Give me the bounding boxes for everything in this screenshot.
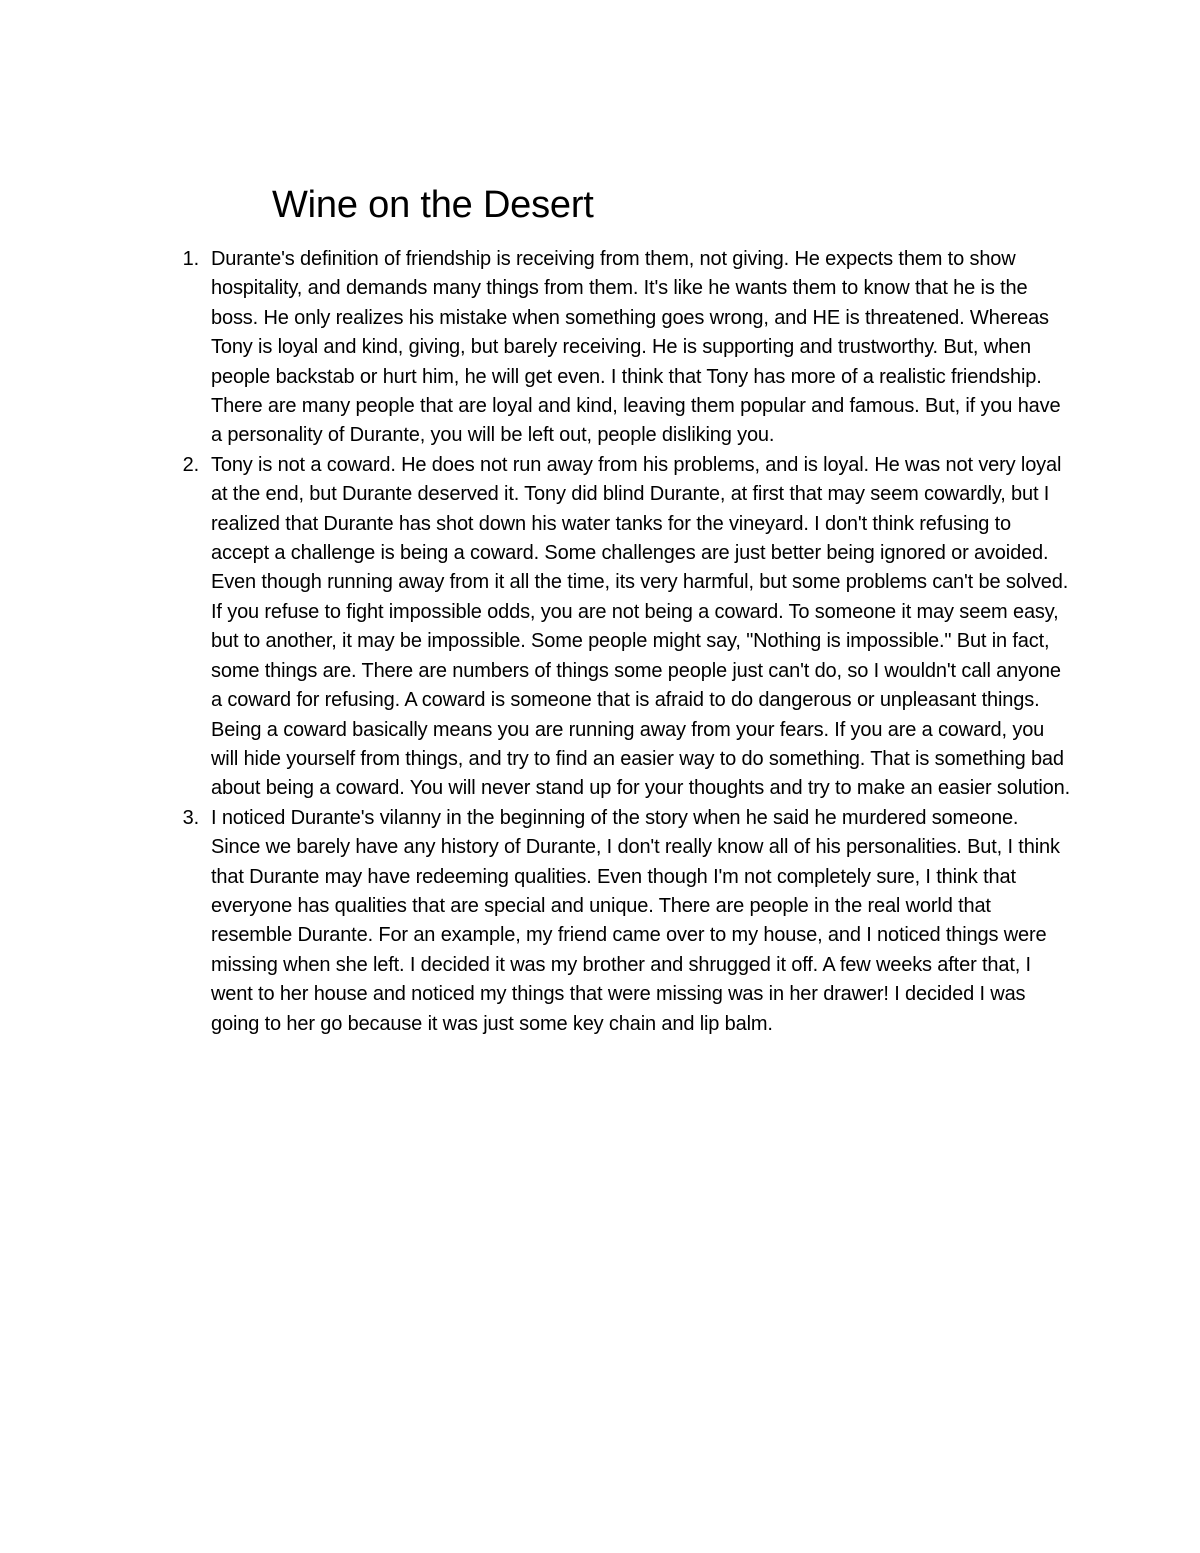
- answer-item-1: [182, 245, 1071, 451]
- answer-text: Durante's definition of friendship is receiving from them, not giving. He expects them to show hospitality, and demands many things from them. It's like he wants them to know that he is the boss. He only realizes his mistake when something goes wrong, and HE is threatened. Whereas Tony is loyal and kind, giving, but barely receiving. He is supporting and trustworthy. But, when people backstab or hurt him, he will get even. I think that Tony has more of a realistic friendship. There are many people that are loyal and kind, leaving them popular and famous. But, if you have a personality of Durante, you will be left out, people disliking you.: [211, 248, 1061, 447]
- document-title: Wine on the Desert: [272, 184, 594, 226]
- answer-list: [182, 245, 1071, 1039]
- answer-item-3: [182, 804, 1071, 1039]
- answer-number: 1.: [182, 248, 199, 270]
- answer-number: 3.: [182, 806, 199, 829]
- answer-item-2: [182, 451, 1071, 804]
- answer-number: 2.: [182, 453, 199, 476]
- answer-text: Tony is not a coward. He does not run away from his problems, and is loyal. He was not very loyal at the end, but Durante deserved it. Tony did blind Durante, at first that may seem cowardly, but I realized that Durante has shot down his water tanks for the vineyard. I don't think refusing to accept a challenge is being a coward. Some challenges are just better being ignored or avoided. Even though running away from it all the time, its very harmful, but some problems can't be solved. If you refuse to fight impossible odds, you are not being a coward. To someone it may seem easy, but to another, it may be impossible. Some people might say, "Nothing is impossible." But in fact, some things are. There are numbers of things some people just can't do, so I wouldn't call anyone a coward for refusing. A coward is someone that is afraid to do dangerous or unpleasant things. Being a coward basically means you are running away from your fears. If you are a coward, you will hide yourself from things, and try to find an easier way to do something. That is something bad about being a coward. You will never stand up for your thoughts and try to make an easier solution.: [211, 453, 1071, 800]
- answer-text: I noticed Durante's vilanny in the beginning of the story when he said he murdered someone. Since we barely have any history of Durante, I don't really know all of his personalities. But, I think that Durante may have redeeming qualities. Even though I'm not completely sure, I think that everyone has qualities that are special and unique. There are people in the real world that resemble Durante. For an example, my friend came over to my house, and I noticed things were missing when she left. I decided it was my brother and shrugged it off. A few weeks after that, I went to her house and noticed my things that were missing was in her drawer! I decided I was going to her go because it was just some key chain and lip balm.: [211, 806, 1060, 1035]
